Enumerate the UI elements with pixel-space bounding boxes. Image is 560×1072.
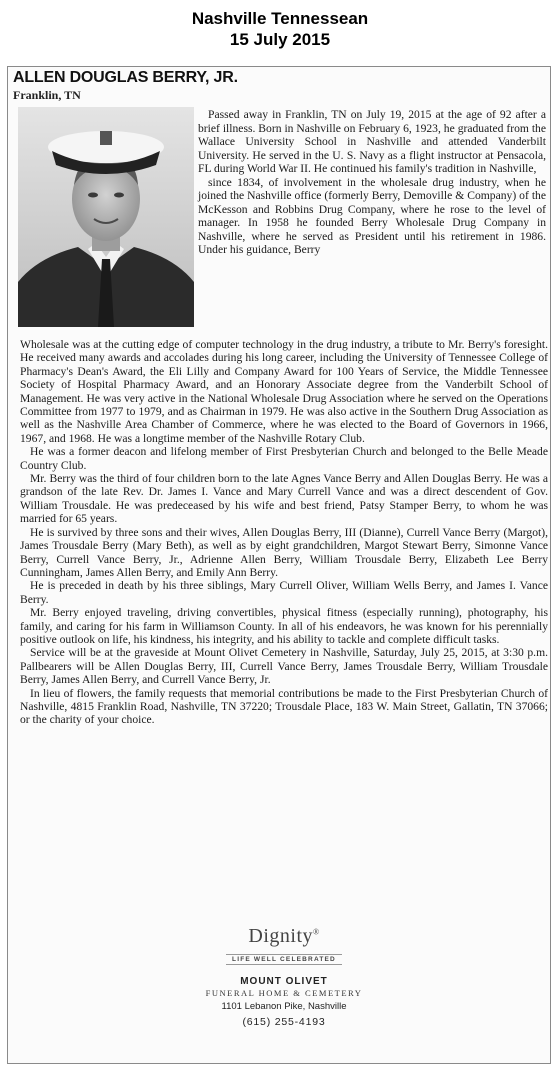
dignity-logo: Dignity® bbox=[248, 925, 320, 947]
newspaper-header bbox=[0, 8, 560, 50]
lead-paragraph: Passed away in Franklin, TN on July 19, 2015 at the age of 92 after a brief illness. Born in Nashville on February 6, 1923, he graduated from the Wallace University School in Nashville and attended Vanderbilt University. He served in the U. S. Navy as a flight instructor at Pensacola, FL during World War II. He continued his family's tradition in Nashville, bbox=[198, 108, 546, 175]
body-paragraph: He was a former deacon and lifelong member of First Presbyterian Church and belonged to the Belle Meade Country Club. bbox=[20, 445, 548, 472]
newspaper-name: Nashville Tennessean bbox=[191, 9, 369, 28]
body-paragraph: Mr. Berry enjoyed traveling, driving convertibles, physical fitness (especially running), photography, his family, and caring for his farm in Williamson County. In all of his endeavors, he was known for his perennially positive outlook on life, his kindness, his integrity, and his ability to tackle and complete difficult tasks. bbox=[20, 606, 548, 646]
lead-paragraph: since 1834, of involvement in the wholesale drug industry, when he joined the Nashville office (formerly Berry, Demoville & Company) of the McKesson and Robbins Drug Company, where he rose to the level of manager. In 1958 he founded Berry Wholesale Drug Company in Nashville, where he served as President until his retirement in 1986. Under his guidance, Berry bbox=[198, 175, 546, 256]
body-paragraph: He is preceded in death by his three siblings, Mary Currell Oliver, William Wells Berry, and James I. Vance Berry. bbox=[20, 579, 548, 606]
funeral-home-subtitle: FUNERAL HOME & CEMETERY bbox=[205, 988, 363, 998]
funeral-home-logo bbox=[178, 925, 390, 1028]
dignity-tagline: LIFE WELL CELEBRATED bbox=[226, 954, 342, 965]
portrait-photo bbox=[18, 107, 194, 327]
body-paragraph: Wholesale was at the cutting edge of computer technology in the drug industry, a tribute to Mr. Berry's foresight. He received many awards and accolades during his long career, including the University of Tennessee College of Pharmacy's Dean's Award, the Eli Lilly and Company Award for 100 Years of Service, the Middle Tennessee Society of Hospital Pharmacy Award, and an Honorary Associate degree from the Vanderbilt School of Management. He was very active in the National Wholesale Drug Association where he served on the Operations Committee from 1977 to 1979, and as Chairman in 1979. He was also active in the Southern Drug Association as well as the Nashville Area Chamber of Commerce, where he was elected to the Board of Governors in 1966, 1967, and 1968. He was a longtime member of the Nashville Rotary Club. bbox=[20, 338, 548, 445]
funeral-home-name: MOUNT OLIVET bbox=[240, 976, 328, 987]
body-paragraph: Mr. Berry was the third of four children born to the late Agnes Vance Berry and Allen Douglas Berry. He was a grandson of the late Rev. Dr. James I. Vance and Mary Currell Vance and was a direct descendent of Gov. William Trousdale. He was predeceased by his wife and best friend, Patsy Stamper Berry, to whom he was married for 65 years. bbox=[20, 472, 548, 526]
deceased-city: Franklin, TN bbox=[13, 88, 81, 102]
body-paragraph: Service will be at the graveside at Mount Olivet Cemetery in Nashville, Saturday, July 25, 2015, at 3:30 p.m. Pallbearers will be Allen Douglas Berry, III, Currell Vance Berry, James Trousdale Berry, William Trousdale Berry, James Allen Berry, and Currell Vance Berry, Jr. bbox=[20, 646, 548, 687]
obituary-lead-text bbox=[198, 108, 546, 257]
obituary-clipping bbox=[7, 66, 551, 1064]
publication-date: 15 July 2015 bbox=[229, 30, 331, 49]
body-paragraph: In lieu of flowers, the family requests that memorial contributions be made to the First Presbyterian Church of Nashville, 4815 Franklin Road, Nashville, TN 37220; Trousdale Place, 183 W. Main Street, Gallatin, TN 37066; or the charity of your choice. bbox=[20, 686, 548, 727]
obituary-body-text bbox=[20, 338, 548, 727]
funeral-home-phone: (615) 255-4193 bbox=[242, 1016, 326, 1028]
deceased-name: ALLEN DOUGLAS BERRY, JR. bbox=[13, 69, 238, 86]
body-paragraph: He is survived by three sons and their wives, Allen Douglas Berry, III (Dianne), Currell Vance Berry (Margot), James Trousdale Berry (Mary Beth), as well as by eight grandchildren, Margot Stewart Berry, Simonne Vance Berry, Currell Vance Berry, Jr., Adrienne Allen Berry, William Trousdale Berry, Elizabeth Lee Berry Cunningham, James Allen Berry, and Emily Ann Berry. bbox=[20, 525, 548, 579]
portrait-image bbox=[18, 107, 194, 327]
funeral-home-address: 1101 Lebanon Pike, Nashville bbox=[221, 1001, 347, 1012]
